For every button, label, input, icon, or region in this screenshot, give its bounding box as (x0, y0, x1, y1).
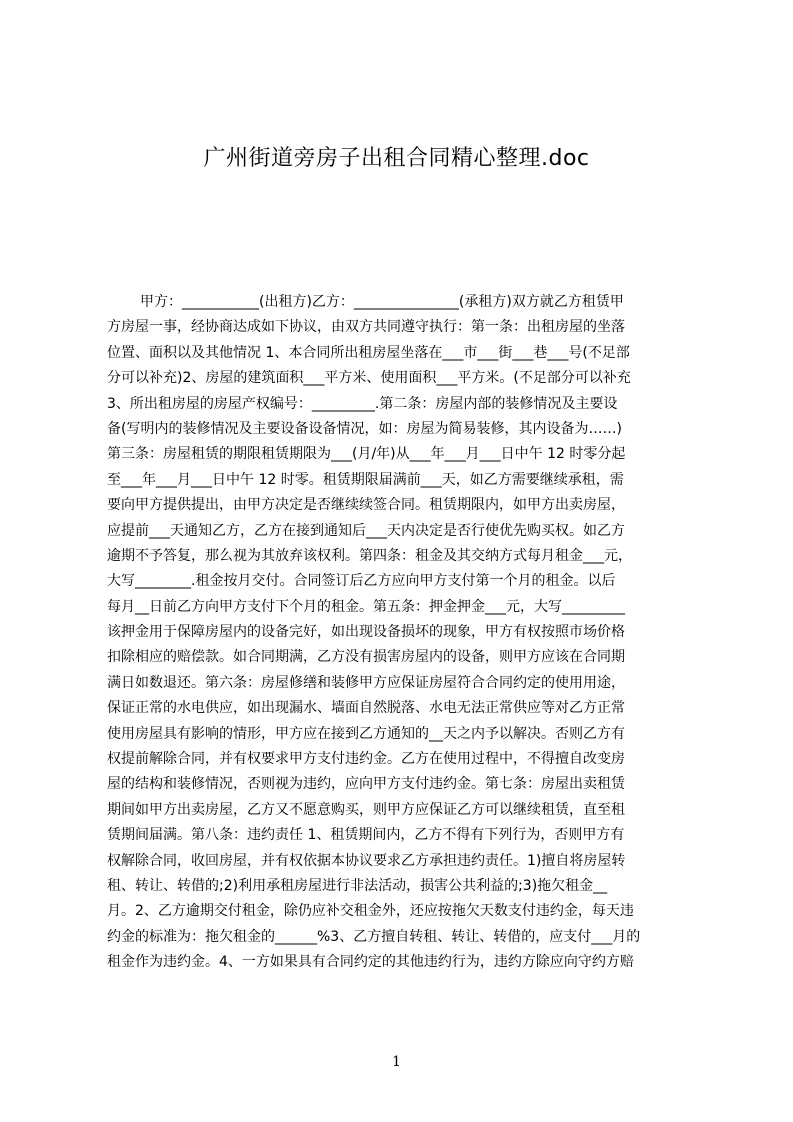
body-line: 扣除相应的赔偿款。如合同期满，乙方没有损害房屋内的设备，则甲方应该在合同期 (107, 649, 625, 666)
body-line: 租、转让、转借的;2)利用承租房屋进行非法活动，损害公共利益的;3)拖欠租金__ (107, 877, 608, 894)
body-line: 屋的结构和装修情况，否则视为违约，应向甲方支付违约金。第七条：房屋出卖租赁 (107, 776, 625, 793)
body-line: 使用房屋具有影响的情形，甲方应在接到乙方通知的__天之内予以解决。否则乙方有 (107, 725, 625, 742)
body-line: 3、所出租房屋的房屋产权编号：_________.第二条：房屋内部的装修情况及主要设 (107, 395, 618, 412)
body-line: 约金的标准为：拖欠租金的______%3、乙方擅自转租、转让、转借的，应支付___月的 (107, 928, 641, 945)
body-line: 方房屋一事，经协商达成如下协议，由双方共同遵守执行：第一条：出租房屋的坐落 (107, 319, 625, 336)
body-line: 至___年___月___日中午 12 时零。租赁期限届满前___天，如乙方需要继续承租，需 (107, 471, 624, 488)
body-line: 满日如数退还。第六条：房屋修缮和装修甲方应保证房屋符合合同约定的使用用途， (107, 674, 625, 691)
document-title: 广州街道旁房子出租合同精心整理.doc (203, 146, 590, 171)
body-line: 租金作为违约金。4、一方如果具有合同约定的其他违约行为，违约方除应向守约方赔 (107, 954, 634, 971)
body-line: 应提前___天通知乙方，乙方在接到通知后___天内决定是否行使优先购买权。如乙方 (107, 522, 625, 539)
body-line: 大写________.租金按月交付。合同签订后乙方应向甲方支付第一个月的租金。以后 (107, 573, 616, 590)
body-line: 该押金用于保障房屋内的设备完好，如出现设备损坏的现象，甲方有权按照市场价格 (107, 624, 625, 641)
body-line: 保证正常的水电供应，如出现漏水、墙面自然脱落、水电无法正常供应等对乙方正常 (107, 700, 625, 717)
body-line: 分可以补充)2、房屋的建筑面积___平方米、使用面积___平方米。(不足部分可以补充 (107, 370, 631, 387)
body-line: 月。2、乙方逾期交付租金，除仍应补交租金外，还应按拖欠天数支付违约金，每天违 (107, 903, 634, 920)
body-line: 逾期不予答复，那么视为其放弃该权利。第四条：租金及其交纳方式每月租金___元， (107, 547, 632, 564)
body-line: 权提前解除合同，并有权要求甲方支付违约金。乙方在使用过程中，不得擅自改变房 (107, 751, 625, 768)
body-line: 备(写明内的装修情况及主要设备设备情况，如：房屋为简易装修，其内设备为……) (107, 420, 622, 437)
page-number: 1 (392, 1054, 401, 1070)
body-line: 赁期间届满。第八条：违约责任 1、租赁期间内，乙方不得有下列行为，否则甲方有 (107, 827, 625, 844)
contract-body (107, 290, 698, 1030)
body-line: 位置、面积以及其他情况 1、本合同所出租房屋坐落在___市___街___巷___号(不足部 (107, 344, 630, 361)
body-line: 每月__日前乙方向甲方支付下个月的租金。第五条：押金押金___元，大写_________ (107, 598, 625, 615)
body-line: 期间如甲方出卖房屋，乙方又不愿意购买，则甲方应保证乙方可以继续租赁，直至租 (107, 801, 625, 818)
body-line: 甲方：___________(出租方)乙方：_______________(承租方)双方就乙方租赁甲 (140, 294, 624, 310)
body-line: 要向甲方提供提出，由甲方决定是否继续续签合同。租赁期限内，如甲方出卖房屋， (107, 497, 625, 514)
body-line: 第三条：房屋租赁的期限租赁期限为___(月/年)从___年___月___日中午 12 时零分起 (107, 446, 626, 463)
body-line: 权解除合同，收回房屋，并有权依据本协议要求乙方承担违约责任。1)擅自将房屋转 (107, 852, 626, 869)
